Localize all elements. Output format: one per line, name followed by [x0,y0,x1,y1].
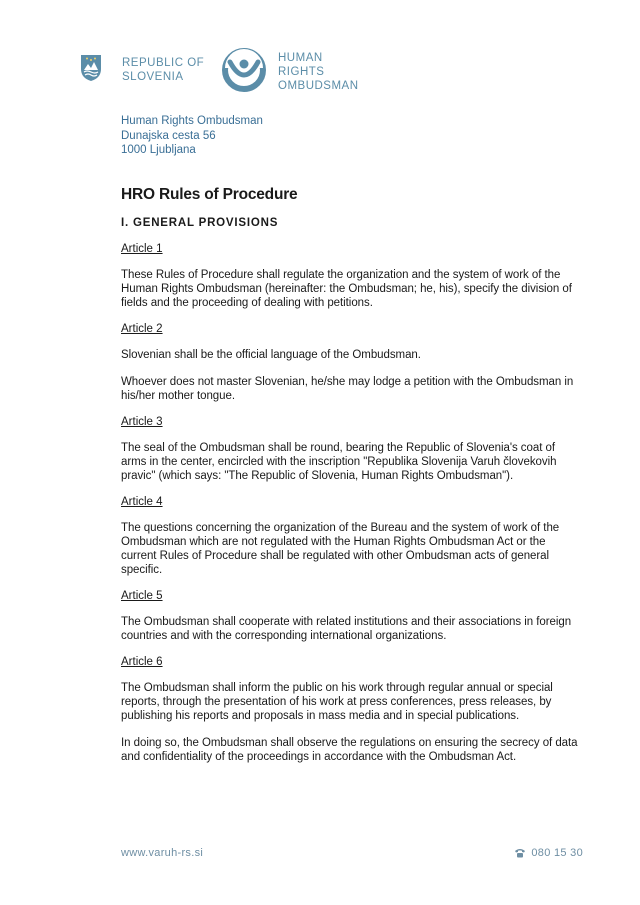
address-line-city: 1000 Ljubljana [121,144,196,156]
article-heading: Article 5 [121,590,163,602]
article-paragraph: The questions concerning the organization of the Bureau and the system of work of the Ombudsman which are not regulated with the Human Rights Ombudsman Act or the current Rules of Procedure shall be regulated with other Ombudsman acts of general specific. [121,522,560,576]
address-line-street: Dunajska cesta 56 [121,129,216,142]
country-label: REPUBLIC OF SLOVENIA [122,57,205,83]
article-paragraph: Whoever does not master Slovenian, he/she may lodge a petition with the Ombudsman in his/her mother tongue. [121,376,574,402]
article-heading: Article 1 [121,243,163,255]
article-paragraph: In doing so, the Ombudsman shall observe the regulations on ensuring the secrecy of data and confidentiality of the proceedings in accordance with the Ombudsman Act. [121,737,578,763]
footer-phone [514,847,583,859]
article-paragraph: The Ombudsman shall inform the public on his work through regular annual or special reports, through the presentation of his work at press conferences, press releases, by publishing his reports and proposals in mass media and in special publications. [121,682,553,722]
letterhead [80,48,380,96]
article-heading: Article 4 [121,496,163,508]
document-body [121,186,583,777]
telephone-icon [514,848,526,858]
article-paragraph: The seal of the Ombudsman shall be round, bearing the Republic of Slovenia's coat of arms in the center, encircled with the inscription "Republika Slovenija Varuh človekovih pravic" (which says: "The Republic of Slovenia, Human Rights Ombudsman"). [121,442,557,482]
document-title: HRO Rules of Procedure [121,186,298,203]
section-heading: I. GENERAL PROVISIONS [121,217,279,229]
article-paragraph: The Ombudsman shall cooperate with related institutions and their associations in foreign countries and with the corresponding international organizations. [121,616,572,642]
address-line-name: Human Rights Ombudsman [121,115,263,127]
footer-website: www.varuh-rs.si [121,847,204,859]
human-rights-ombudsman-logo-icon [222,48,266,92]
institution-label: HUMAN RIGHTS OMBUDSMAN [278,52,359,92]
footer-phone-number: 080 15 30 [531,847,583,859]
article-heading: Article 6 [121,656,163,668]
article-paragraph: Slovenian shall be the official language of the Ombudsman. [121,349,421,361]
article-heading: Article 2 [121,323,163,335]
article-paragraph: These Rules of Procedure shall regulate the organization and the system of work of the Human Rights Ombudsman (hereinafter: the Ombudsman; he, his), specify the division of fields and the proceeding of dealing with petitions. [121,269,572,309]
article-heading: Article 3 [121,416,163,428]
sender-address [121,114,263,158]
slovenia-coat-of-arms-icon [80,54,102,82]
